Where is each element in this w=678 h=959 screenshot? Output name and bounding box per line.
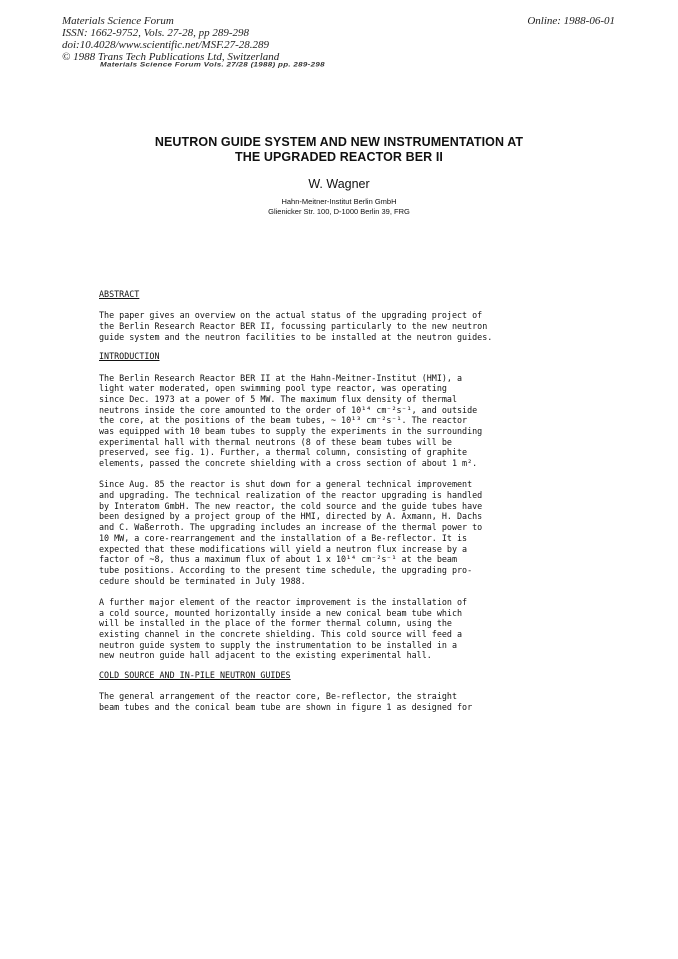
text-line: neutron guide system to supply the instrumentation to be installed in a: [99, 639, 457, 650]
scanned-running-header: Materials Science Forum Vols. 27/28 (1988) pp. 289-298: [100, 61, 325, 68]
text-line: cedure should be terminated in July 1988.: [99, 575, 306, 586]
journal-doi: doi:10.4028/www.scientific.net/MSF.27-28.289: [62, 39, 270, 51]
text-line: A further major element of the reactor improvement is the installation of: [99, 596, 468, 607]
online-date: Online: 1988-06-01: [527, 15, 615, 27]
journal-copyright: © 1988 Trans Tech Publications Ltd, Switzerland: [62, 51, 280, 63]
text-line: expected that these modifications will yield a neutron flux increase by a: [99, 543, 468, 554]
cold-source-paragraph: [99, 691, 539, 712]
intro-paragraph-1: [99, 373, 539, 469]
text-line: The general arrangement of the reactor core, Be-reflector, the straight: [99, 691, 457, 702]
abstract-paragraph: [99, 310, 539, 342]
title-line: THE UPGRADED REACTOR BER II: [234, 150, 444, 164]
text-line: a cold source, mounted horizontally inside a new conical beam tube which: [99, 607, 463, 618]
text-line: factor of ~8, thus a maximum flux of about 1 x 10¹⁴ cm⁻²s⁻¹ at the beam: [99, 554, 457, 565]
paper-body: [99, 289, 539, 713]
text-line: will be installed in the place of the former thermal column, using the: [99, 618, 452, 629]
text-line: new neutron guide hall adjacent to the existing experimental hall.: [99, 650, 432, 661]
text-line: The Berlin Research Reactor BER II at the Hahn-Meitner-Institut (HMI), a: [99, 372, 463, 383]
paper-title: [0, 135, 678, 165]
section-heading-abstract: ABSTRACT: [99, 289, 140, 299]
text-line: guide system and the neutron facilities to be installed at the neutron guides.: [99, 331, 493, 342]
text-line: experimental hall with thermal neutrons (8 of these beam tubes will be: [99, 436, 452, 447]
text-line: was equipped with 10 beam tubes to supply the experiments in the surrounding: [99, 426, 483, 437]
text-line: been designed by a project group of the HMI, directed by A. Axmann, H. Dachs: [99, 511, 483, 522]
text-line: since Dec. 1973 at a power of 5 MW. The maximum flux density of thermal: [99, 393, 457, 404]
section-heading-introduction: INTRODUCTION: [99, 351, 160, 362]
text-line: light water moderated, open swimming pool type reactor, was operating: [99, 383, 447, 394]
text-line: The paper gives an overview on the actual status of the upgrading project of: [99, 310, 483, 321]
text-line: and C. Waßerroth. The upgrading includes an increase of the thermal power to: [99, 522, 483, 533]
text-line: beam tubes and the conical beam tube are shown in figure 1 as designed for: [99, 702, 473, 712]
text-line: 10 MW, a core-rearrangement and the installation of a Be-reflector. It is: [99, 532, 468, 543]
text-line: neutrons inside the core amounted to the order of 10¹⁴ cm⁻²s⁻¹, and outside: [99, 404, 478, 415]
text-line: existing channel in the concrete shielding. This cold source will feed a: [99, 628, 463, 639]
text-line: elements, passed the concrete shielding with a cross section of about 1 m².: [99, 458, 478, 469]
affiliation: [0, 197, 678, 217]
text-line: tube positions. According to the present time schedule, the upgrading pro-: [99, 564, 473, 575]
text-line: preserved, see fig. 1). Further, a thermal column, consisting of graphite: [99, 447, 468, 458]
intro-paragraph-2: [99, 479, 539, 586]
journal-name: Materials Science Forum: [62, 15, 174, 27]
journal-issn: ISSN: 1662-9752, Vols. 27-28, pp 289-298: [62, 27, 249, 39]
title-line: NEUTRON GUIDE SYSTEM AND NEW INSTRUMENTATION AT: [154, 135, 524, 149]
section-heading-cold-source: COLD SOURCE AND IN-PILE NEUTRON GUIDES: [99, 670, 291, 681]
text-line: the core, at the positions of the beam tubes, ~ 10¹³ cm⁻²s⁻¹. The reactor: [99, 415, 468, 426]
text-line: the Berlin Research Reactor BER II, focussing particularly to the new neutron: [99, 320, 488, 331]
text-line: Since Aug. 85 the reactor is shut down for a general technical improvement: [99, 479, 473, 490]
journal-citation: [62, 15, 279, 63]
text-line: by Interatom GmbH. The new reactor, the cold source and the guide tubes have: [99, 500, 483, 511]
text-line: and upgrading. The technical realization of the reactor upgrading is handled: [99, 490, 483, 501]
affiliation-address: Glienicker Str. 100, D-1000 Berlin 39, FRG: [268, 207, 410, 216]
author-name: W. Wagner: [308, 177, 370, 191]
affiliation-institute: Hahn-Meitner-Institut Berlin GmbH: [281, 197, 397, 206]
intro-paragraph-3: [99, 597, 539, 661]
